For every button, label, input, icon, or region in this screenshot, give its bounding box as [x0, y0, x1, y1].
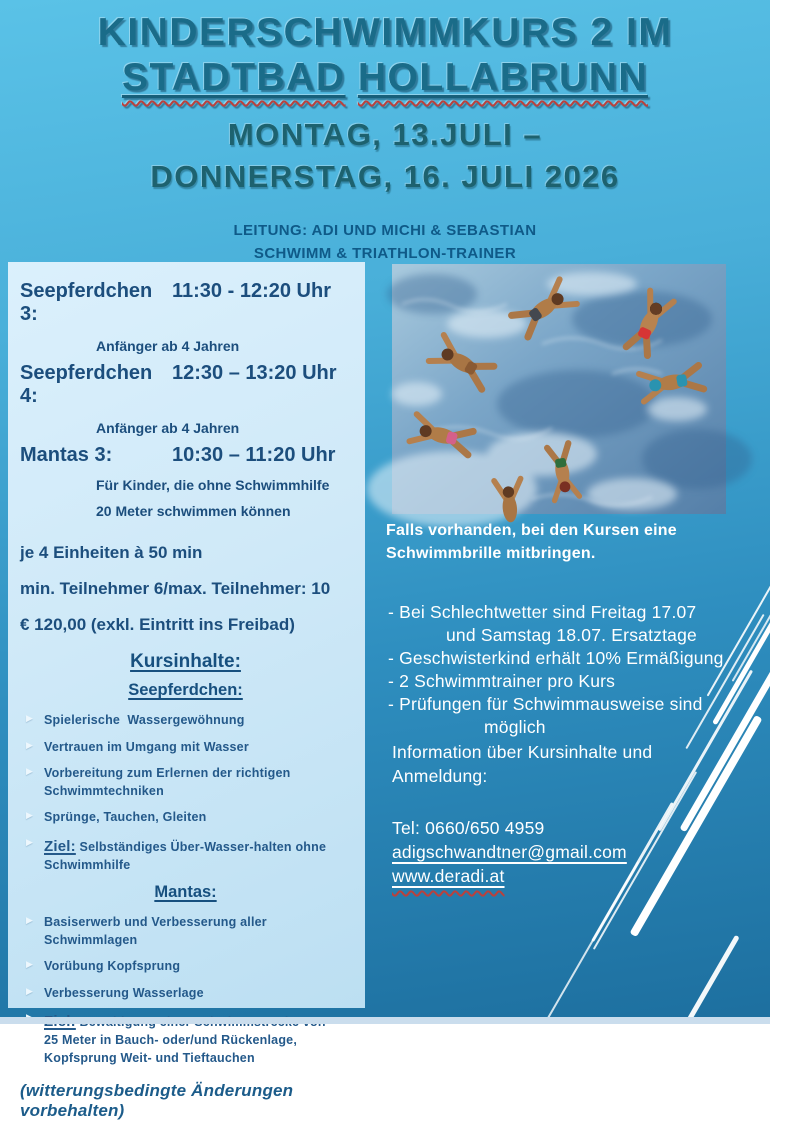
bullet-triangle-icon: ▶	[26, 836, 33, 847]
diagonal-line	[535, 861, 639, 1040]
info-line-1: Information über Kursinhalte und	[392, 742, 653, 762]
note-line: und Samstag 18.07. Ersatztage	[446, 625, 697, 645]
list-item-label: Vertrauen im Umgang mit Wasser	[44, 739, 249, 754]
bullet-triangle-icon: ▶	[26, 915, 33, 925]
bullet-triangle-icon: ▶	[26, 810, 33, 820]
bullet-triangle-icon: ▶	[26, 739, 33, 750]
list-item-label: Basiserwerb und Verbesserung aller Schwimmlagen	[44, 915, 271, 947]
list-item	[20, 985, 351, 1003]
course-name: Seepferdchen 3:	[20, 280, 153, 325]
detail-units: je 4 Einheiten à 50 min	[20, 543, 203, 562]
schedule-panel	[8, 262, 365, 1120]
kursinhalte-heading: Kursinhalte:	[130, 651, 241, 672]
list-item	[20, 765, 351, 800]
course-time: 10:30 – 11:20 Uhr	[172, 444, 336, 466]
list-item	[20, 958, 351, 976]
course-row-seepferdchen-3	[20, 280, 351, 326]
note-line: - Geschwisterkind erhält 10% Ermäßigung	[388, 648, 724, 668]
list-item-label: Sprünge, Tauchen, Gleiten	[44, 810, 207, 824]
course-dates	[0, 114, 770, 198]
list-item-label: Spielerische Wassergewöhnung	[44, 713, 245, 727]
seepferdchen-heading: Seepferdchen:	[128, 681, 243, 699]
course-note: Anfänger ab 4 Jahren	[96, 420, 240, 436]
bullet-triangle-icon: ▶	[26, 766, 33, 776]
course-note: 20 Meter schwimmen können	[96, 503, 291, 519]
bullet-triangle-icon: ▶	[26, 985, 33, 996]
bullet-triangle-icon: ▶	[26, 959, 33, 969]
leitung-line-1: LEITUNG: ADI UND MICHI & SEBASTIAN	[233, 222, 537, 240]
course-row-mantas-3	[20, 444, 351, 467]
detail-participants: min. Teilnehmer 6/max. Teilnehmer: 10	[20, 579, 331, 598]
trainer-info	[0, 220, 770, 265]
bottom-edge-strip	[0, 1017, 770, 1024]
course-time: 11:30 - 12:20 Uhr	[172, 280, 331, 302]
list-item-label	[44, 836, 336, 875]
note-line: - 2 Schwimmtrainer pro Kurs	[388, 671, 616, 691]
title-line-1: KINDERSCHWIMMKURS 2 IM	[97, 11, 673, 54]
date-line-2: DONNERSTAG, 16. JULI 2026	[150, 159, 620, 195]
date-line-1: MONTAG, 13.JULI –	[227, 117, 543, 153]
course-row-seepferdchen-4	[20, 362, 351, 408]
diagonal-line	[675, 935, 739, 1041]
ziel-text: Selbständiges Über-Wasser-halten ohne Schwimmhilfe	[44, 839, 330, 872]
photo-caption	[386, 519, 736, 565]
leitung-line-2: SCHWIMM & TRIATHLON-TRAINER	[253, 244, 517, 262]
bullet-triangle-icon: ▶	[26, 713, 33, 723]
ziel-text: 25 Meter in Bauch- oder/und Rückenlage, Kopfsprung Weit- und Tieftauchen	[44, 1033, 297, 1065]
list-item	[20, 712, 351, 730]
mantas-heading: Mantas:	[154, 883, 217, 901]
list-item	[20, 809, 351, 827]
info-line-2: Anmeldung:	[392, 766, 488, 786]
title-word-stadtbad: STADTBAD	[121, 56, 346, 100]
title-line-2	[0, 55, 770, 100]
list-item-label: Verbesserung Wasserlage	[44, 985, 204, 1000]
website-link[interactable]: www.deradi.at	[392, 866, 505, 886]
course-note: Anfänger ab 4 Jahren	[96, 338, 240, 354]
list-item-label: Vorbereitung zum Erlernen der richtigen Schwimmtechniken	[44, 766, 295, 798]
list-item	[20, 914, 351, 949]
list-item	[20, 739, 351, 757]
caption-line-2: Schwimmbrille mitbringen.	[386, 545, 596, 563]
note-line: - Bei Schlechtwetter sind Freitag 17.07	[388, 602, 697, 622]
ziel-label: Ziel:	[44, 837, 76, 855]
note-line: möglich	[484, 717, 546, 737]
phone-number: Tel: 0660/650 4959	[392, 818, 545, 838]
header	[0, 10, 770, 265]
pool-swimmers-photo	[392, 264, 726, 514]
course-name: Mantas 3:	[20, 444, 113, 466]
weather-disclaimer: (witterungsbedingte Änderungen vorbehalten)	[20, 1081, 294, 1120]
email-link[interactable]: adigschwandtner@gmail.com	[392, 842, 627, 862]
detail-price: € 120,00 (exkl. Eintritt ins Freibad)	[20, 615, 295, 634]
additional-notes	[388, 601, 763, 739]
course-name: Seepferdchen 4:	[20, 362, 153, 407]
course-time: 12:30 – 13:20 Uhr	[172, 362, 337, 384]
course-details	[20, 543, 351, 635]
course-note: Für Kinder, die ohne Schwimmhilfe	[96, 477, 330, 493]
list-item-label: Vorübung Kopfsprung	[44, 959, 181, 973]
page-title	[0, 10, 770, 100]
title-word-hollabrunn: HOLLABRUNN	[357, 56, 649, 100]
list-item-ziel	[20, 836, 351, 875]
note-line: - Prüfungen für Schwimmausweise sind	[388, 694, 703, 714]
caption-line-1: Falls vorhanden, bei den Kursen eine	[386, 522, 677, 539]
